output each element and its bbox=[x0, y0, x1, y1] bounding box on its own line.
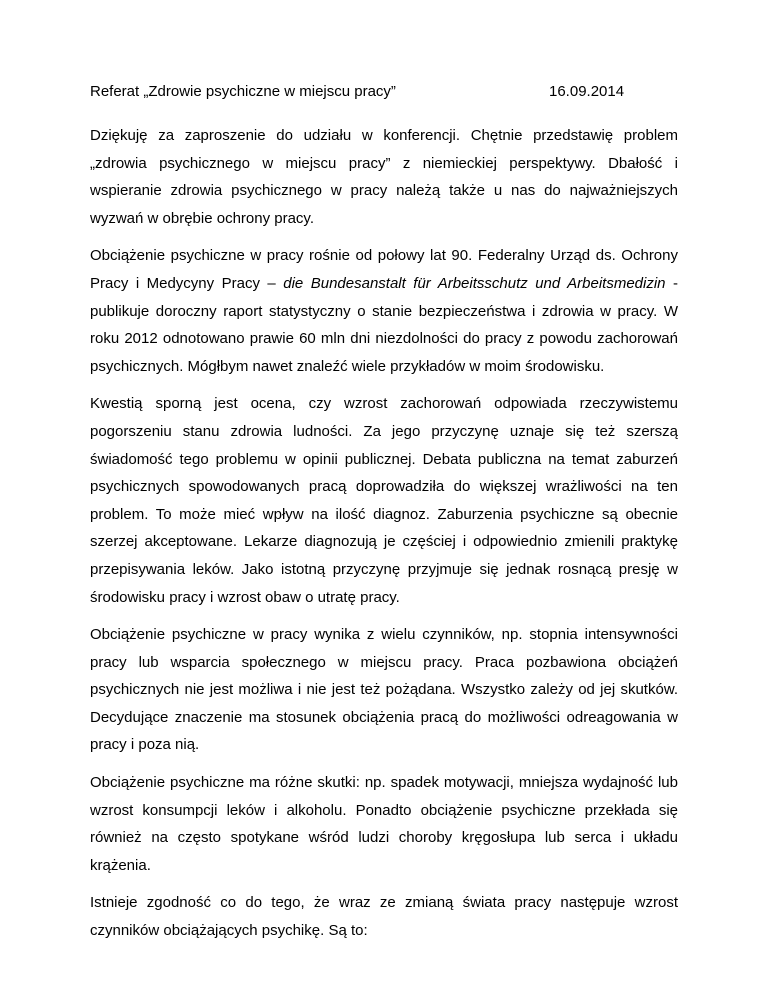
document-date: 16.09.2014 bbox=[549, 83, 625, 100]
document-title: Referat „Zdrowie psychiczne w miejscu pracy” bbox=[90, 83, 396, 100]
document-header bbox=[90, 82, 678, 102]
paragraph-2 bbox=[90, 242, 678, 380]
paragraph-2-text-start: Obciążenie psychiczne w pracy rośnie od połowy lat 90. Federalny Urząd ds. Ochrony Pracy i Medycyny Pracy – bbox=[90, 247, 678, 292]
paragraph-1: Dziękuję za zaproszenie do udziału w konferencji. Chętnie przedstawię problem „zdrowia psychicznego w miejscu pracy” z niemieckiej perspektywy. Dbałość i wspieranie zdrowia psychicznego w pracy należą także u nas do najważniejszych wyzwań w obrębie ochrony pracy. bbox=[90, 127, 678, 227]
paragraph-5: Obciążenie psychiczne ma różne skutki: np. spadek motywacji, mniejsza wydajność lub wzrost konsumpcji leków i alkoholu. Ponadto obciążenie psychiczne przekłada się również na często spotykane wśród ludzi choroby kręgosłupa lub serca i układu krążenia. bbox=[90, 774, 678, 874]
paragraph-2-italic-institute: die Bundesanstalt für Arbeitsschutz und Arbeitsmedizin bbox=[283, 274, 666, 292]
paragraph-3: Kwestią sporną jest ocena, czy wzrost zachorowań odpowiada rzeczywistemu pogorszeniu stanu zdrowia ludności. Za jego przyczynę uznaje się też szerszą świadomość tego problemu w opinii publicznej. Debata publiczna na temat zaburzeń psychicznych spowodowanych pracą doprowadziła do większej wrażliwości na ten problem. To może mieć wpływ na ilość diagnoz. Zaburzenia psychiczne są obecnie szerzej akceptowane. Lekarze diagnozują je częściej i odpowiednio zmienili praktykę przepisywania leków. Jako istotną przyczynę przyjmuje się jednak rosnącą presję w środowisku pracy i wzrost obaw o utratę pracy. bbox=[90, 395, 678, 606]
paragraph-4: Obciążenie psychiczne w pracy wynika z wielu czynników, np. stopnia intensywności pracy lub wsparcia społecznego w miejscu pracy. Praca pozbawiona obciążeń psychicznych nie jest możliwa i nie jest też pożądana. Wszystko zależy od jej skutków. Decydujące znaczenie ma stosunek obciążenia pracą do możliwości odreagowania w pracy i poza nią. bbox=[90, 626, 678, 754]
paragraph-2-text-end: - publikuje doroczny raport statystyczny o stanie bezpieczeństwa i zdrowia w pracy. W roku 2012 odnotowano prawie 60 mln dni niezdolności do pracy z powodu zachorowań psychicznych. Mógłbym nawet znaleźć wiele przykładów w moim środowisku. bbox=[90, 274, 678, 375]
document-page bbox=[90, 82, 678, 955]
paragraph-6: Istnieje zgodność co do tego, że wraz ze zmianą świata pracy następuje wzrost czynników obciążających psychikę. Są to: bbox=[90, 894, 678, 940]
